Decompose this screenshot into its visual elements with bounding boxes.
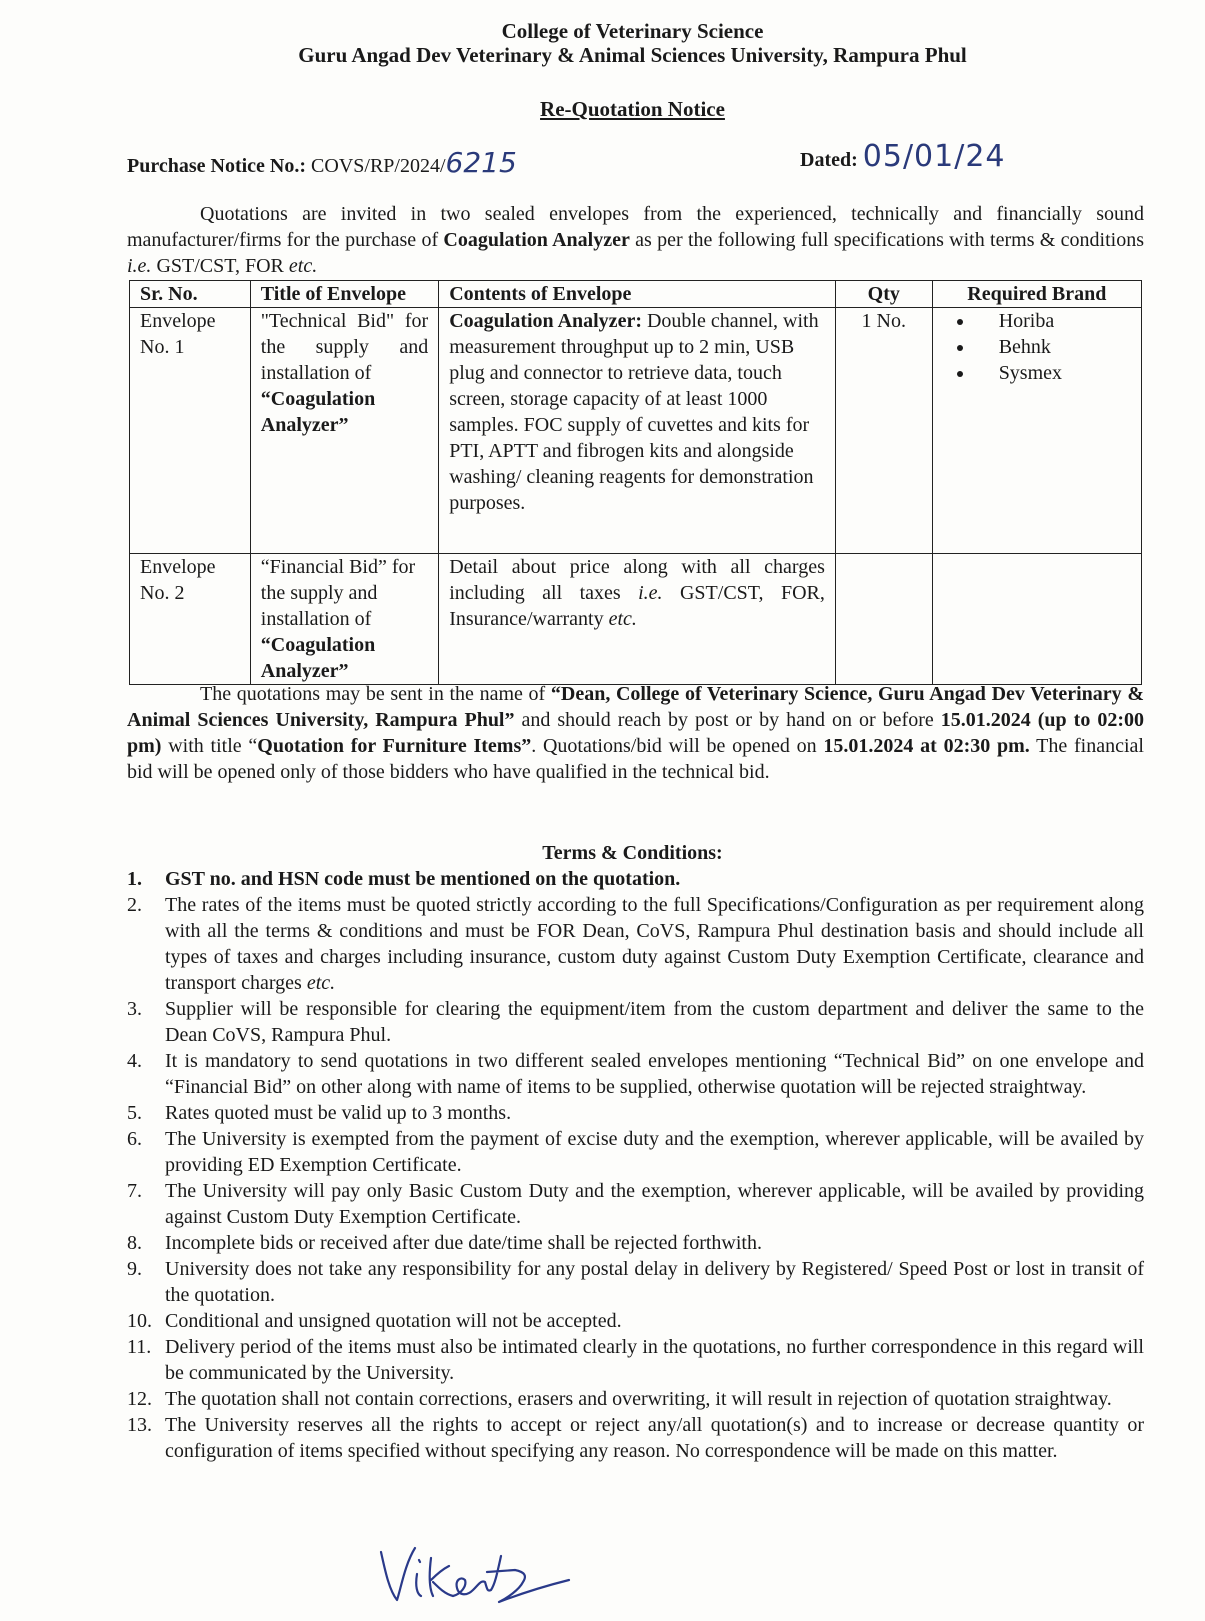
term-text: Conditional and unsigned quotation will not be accepted. [165,1310,622,1332]
term-number: 5. [127,1102,142,1124]
list-item [127,1048,1144,1100]
term-number: 9. [127,1258,142,1280]
header-contents: Contents of Envelope [439,281,836,308]
opening-time: 15.01.2024 at 02:30 pm. [823,735,1030,757]
terms-list [127,866,1144,1464]
submission-addressee: “Dean, College of Veterinary Science, Guru Angad Dev Veterinary & Animal Sciences University, Rampura Phul” [127,683,1144,731]
term-number: 10. [127,1310,152,1332]
list-item [127,1412,1144,1464]
table-row [130,308,1142,554]
row2-qty [835,554,932,685]
term-etc: etc. [306,972,336,994]
row2-contents-ie: i.e. [638,582,663,604]
list-item: • Sysmex [975,360,1131,386]
row1-qty: 1 No. [835,308,932,554]
submission-text-2: and should reach by post or by hand on or before [514,709,941,731]
row1-title [250,308,438,554]
list-item [127,1100,1144,1126]
submission-text-4: . Quotations/bid will be opened on [531,735,824,757]
submission-title: Quotation for Furniture Items” [257,735,532,757]
term-text: Supplier will be responsible for clearing the equipment/item from the custom department and deliver the same to the Dean CoVS, Rampura Phul. [165,998,1144,1046]
submission-text-3: with title “ [161,735,258,757]
term-number: 11. [127,1336,152,1358]
list-item [127,1230,1144,1256]
submission-text-5: The financial bid will be opened only of those bidders who have qualified in the technical bid. [127,735,1144,783]
list-item [127,1334,1144,1386]
term-text: The University reserves all the rights to accept or reject any/all quotation(s) and to increase or decrease quantity or configuration of items specified without specifying any reason. No correspondence will be made on this matter. [165,1414,1144,1462]
dated-handwritten-value: 05/01/24 [862,139,1006,174]
intro-paragraph [127,201,1144,279]
term-text: The rates of the items must be quoted strictly according to the full Specifications/Configuration as per requirement along with all the terms & conditions and must be FOR Dean, CoVS, Rampura Phul destination basis and should include all types of taxes and charges including insurance, custom duty against Custom Duty Exemption Certificate, clearance and transport charges [165,894,1144,994]
term-text: It is mandatory to send quotations in two different sealed envelopes mentioning “Technical Bid” on one envelope and “Financial Bid” on other along with name of items to be supplied, otherwise quotation will be rejected straightway. [165,1050,1144,1098]
list-item: • Behnk [975,334,1131,360]
row1-contents [439,308,836,554]
table-row [130,554,1142,685]
purchase-notice-label: Purchase Notice No.: [127,155,307,177]
notice-title: Re-Quotation Notice [540,97,725,121]
terms-heading: Terms & Conditions: [542,842,723,864]
intro-etc: etc. [288,255,318,277]
purchase-notice-number [127,146,517,179]
college-name: College of Veterinary Science [501,19,764,43]
term-text: Delivery period of the items must also be intimated clearly in the quotations, no further correspondence in this regard will be communicated by the University. [165,1336,1144,1384]
row2-title-item: “Coagulation Analyzer” [260,634,376,682]
term-number: 8. [127,1232,142,1254]
term-text: GST no. and HSN code must be mentioned on the quotation. [165,868,681,890]
university-name: Guru Angad Dev Veterinary & Animal Sciences University, Rampura Phul [298,43,967,67]
signature-icon [375,1530,575,1605]
row1-brands [932,308,1141,554]
term-number: 13. [127,1414,152,1436]
submission-deadline: 15.01.2024 (up to 02:00 pm) [127,709,1145,757]
list-item [127,1178,1144,1230]
term-number: 1. [127,868,142,890]
purchase-notice-handwritten-number: 6215 [445,146,517,179]
submission-text: The quotations may be sent in the name of [200,683,551,705]
handwritten-signature [375,1530,575,1612]
row1-title-text: "Technical Bid" for the supply and installation of [260,310,429,384]
intro-text: Quotations are invited in two sealed envelopes from the experienced, technically and financially sound manufacturer/firms for the purchase of [127,203,1144,251]
intro-item: Coagulation Analyzer [443,229,630,251]
list-item [127,1386,1144,1412]
term-number: 2. [127,894,142,916]
table-header-row [130,281,1142,308]
row1-contents-text: Double channel, with measurement throughput up to 2 min, USB plug and connector to retrieve data, touch screen, storage capacity of at least 1000 samples. FOC supply of cuvettes and kits for PTI, APTT and fibrogen kits and alongside washing/ cleaning reagents for demonstration purposes. [449,310,819,514]
term-text: Rates quoted must be valid up to 3 months. [165,1102,512,1124]
header-qty: Qty [835,281,932,308]
notice-date [800,139,1006,174]
term-number: 7. [127,1180,142,1202]
row2-title-text: “Financial Bid” for the supply and installation of [260,556,416,630]
term-text: The quotation shall not contain corrections, erasers and overwriting, it will result in rejection of quotation straightway. [165,1388,1112,1410]
list-item [127,1126,1144,1178]
purchase-notice-prefix: COVS/RP/2024/ [311,155,446,177]
term-text: The University will pay only Basic Custom Duty and the exemption, wherever applicable, will be availed by providing against Custom Duty Exemption Certificate. [165,1180,1144,1228]
envelope-table [129,280,1142,685]
brand-list [943,308,1131,386]
row2-contents-text: Detail about price along with all charges including all taxes [449,556,825,604]
row2-contents-text-2: GST/CST, FOR, Insurance/warranty [449,582,825,630]
list-item [127,1308,1144,1334]
intro-text-2: as per the following full specifications with terms & conditions [629,229,1144,251]
intro-ie: i.e. [127,255,152,277]
row2-sr: Envelope No. 2 [130,554,251,685]
list-item [127,866,1144,892]
list-item [127,892,1144,996]
term-number: 12. [127,1388,152,1410]
header-brand: Required Brand [932,281,1141,308]
term-text: The University is exempted from the payment of excise duty and the exemption, wherever applicable, will be availed by providing ED Exemption Certificate. [165,1128,1144,1176]
list-item [127,1256,1144,1308]
term-number: 4. [127,1050,142,1072]
row2-title [250,554,438,685]
term-number: 3. [127,998,142,1020]
term-text: Incomplete bids or received after due date/time shall be rejected forthwith. [165,1232,762,1254]
term-text: University does not take any responsibility for any postal delay in delivery by Registered/ Speed Post or lost in transit of the quotation. [165,1258,1144,1306]
row2-brands [932,554,1141,685]
submission-paragraph [127,681,1144,785]
intro-text-3: GST/CST, FOR [151,255,289,277]
term-number: 6. [127,1128,142,1150]
row1-title-item: “Coagulation Analyzer” [260,388,376,436]
header-sr-no: Sr. No. [130,281,251,308]
dated-label: Dated: [800,149,858,171]
row2-contents-etc: etc. [608,608,637,630]
row2-contents [439,554,836,685]
row1-contents-item: Coagulation Analyzer: [449,310,642,332]
header-title: Title of Envelope [250,281,438,308]
list-item: • Horiba [975,308,1131,334]
row1-sr: Envelope No. 1 [130,308,251,554]
list-item [127,996,1144,1048]
